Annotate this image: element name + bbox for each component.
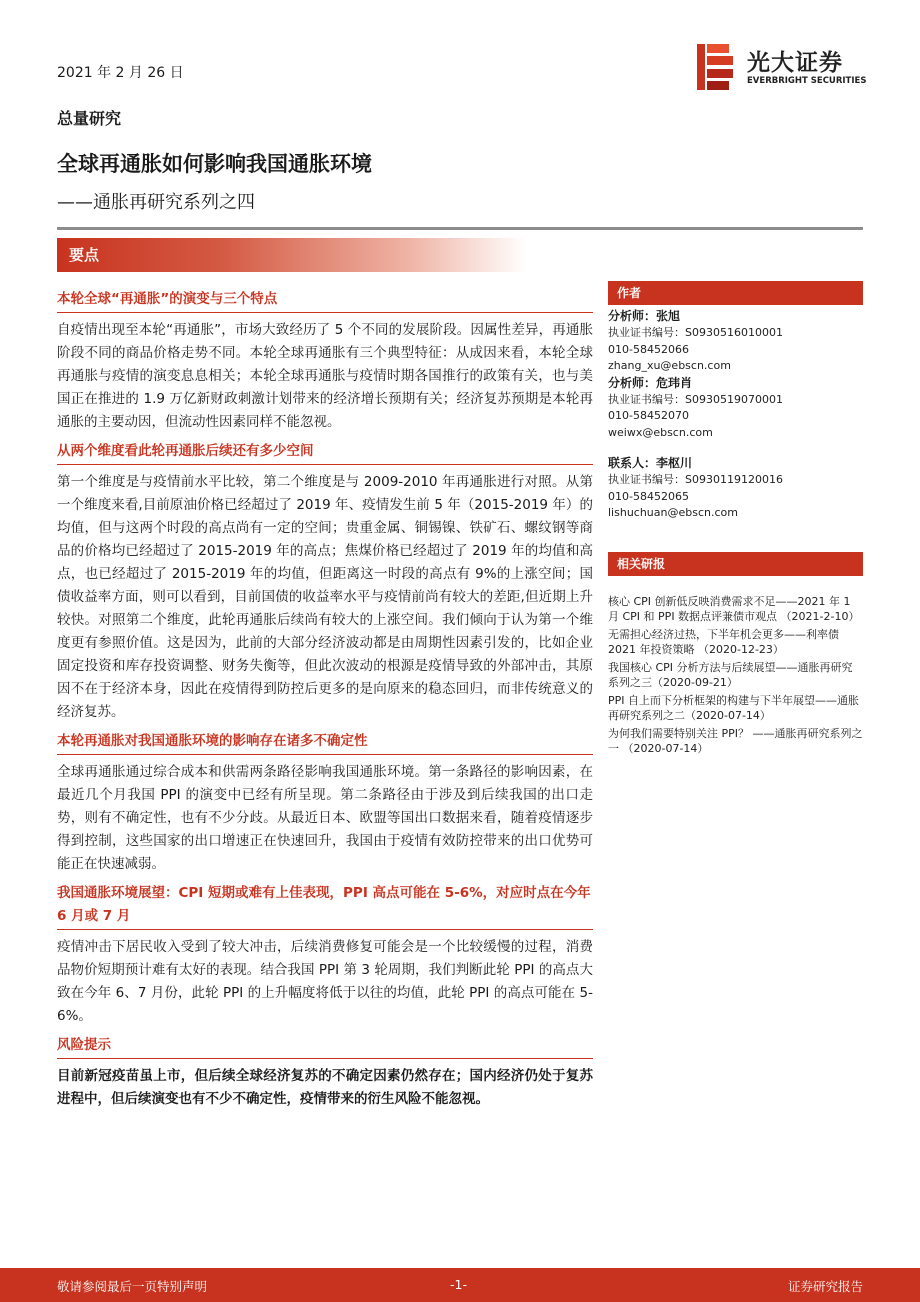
report-category: 总量研究	[57, 109, 122, 128]
section-2	[57, 440, 593, 724]
related-reports-list	[608, 594, 863, 756]
analyst-phone: 010-58452066	[608, 342, 689, 356]
section-body: 全球再通胀通过综合成本和供需两条路径影响我国通胀环境。第一条路径的影响因素，在最近几个月我国 PPI 的演变中已经有所呈现。第二条路径由于涉及到后续我国的出口走势，则有不确定性，也有不少分歧。从最近日本、欧盟等国出口数据来看，随着疫情逐步得到控制，这些国家的出口增速正在快速回升，我国由于疫情有效防控带来的出口优势可能正在快速减弱。	[57, 764, 593, 872]
section-body: 自疫情出现至本轮“再通胀”，市场大致经历了 5 个不同的发展阶段。因属性差异，再通胀阶段不同的商品价格走势不同。本轮全球再通胀有三个典型特征：从成因来看，本轮全球再通胀与疫情的演变息息相关；本轮全球再通胀与疫情时期各国推行的政策有关，也与美国正在推进的 1.9 万亿新财政刺激计划带来的经济增长预期有关；经济复苏预期是本轮再通胀的主要动因，但流动性因素同样不能忽视。	[57, 322, 593, 430]
section-heading: 本轮全球“再通胀”的演变与三个特点	[57, 288, 593, 313]
everbright-logo	[695, 42, 867, 92]
related-report-item[interactable]: 核心 CPI 创新低反映消费需求不足——2021 年 1 月 CPI 和 PPI 数据点评兼债市观点 （2021-2-10）	[608, 595, 860, 623]
related-report-item[interactable]: 我国核心 CPI 分析方法与后续展望——通胀再研究系列之三（2020-09-21）	[608, 661, 853, 689]
footer-report-type: 证券研究报告	[787, 1279, 863, 1294]
related-reports-panel	[608, 552, 863, 759]
section-heading: 风险提示	[57, 1034, 593, 1059]
analyst-email[interactable]: zhang_xu@ebscn.com	[608, 359, 731, 372]
analyst-cert: 执业证书编号：S0930516010001	[608, 326, 783, 339]
key-points-banner	[57, 238, 527, 272]
title-divider	[57, 227, 863, 230]
section-4	[57, 882, 593, 1028]
authors-heading: 作者	[608, 281, 863, 305]
related-report-item[interactable]: 为何我们需要特别关注 PPI？ ——通胀再研究系列之一 （2020-07-14）	[608, 727, 863, 755]
logo-chinese-name: 光大证券	[747, 50, 843, 76]
section-1	[57, 288, 593, 434]
section-risk	[57, 1034, 593, 1111]
page-footer	[0, 1268, 920, 1302]
analyst-name: 分析师：张旭	[608, 309, 681, 323]
contact-name: 联系人：李枢川	[608, 456, 693, 470]
contact-phone: 010-58452065	[608, 489, 689, 503]
related-report-item[interactable]: 无需担心经济过热，下半年机会更多——利率债 2021 年投资策略 （2020-12-23）	[608, 628, 839, 656]
section-3	[57, 730, 593, 876]
section-body: 第一个维度是与疫情前水平比较，第二个维度是与 2009-2010 年再通胀进行对照。从第一个维度来看,目前原油价格已经超过了 2019 年、疫情发生前 5 年（2015-2019 年）的均值，但与这两个时段的高点尚有一定的空间；贵重金属、铜锡镍、铁矿石、螺纹钢等商品的价格均已经超过了 2015-2019 年的高点；焦煤价格已经超过了 2019 年的均值和高点，也已经超过了 2015-2019 年的均值，但距离这一时段的高点有 9%的上涨空间；国债收益率方面，则可以看到，目前国债的收益率水平与疫情前尚有较大的差距,但近期上升较快。对照第二个维度，此轮再通胀后续尚有较大的上涨空间。我们倾向于认为第一个维度更有参照价值。这是因为，此前的大部分经济波动都是由周期性因素引发的，比如企业固定投资和库存投资调整、财务失衡等，但此次波动的根源是疫情导致的外部冲击，其原因不在于经济本身，因此在疫情得到防控后更多的是向原来的稳态回归，而非传统意义的经济复苏。	[57, 474, 593, 720]
footer-disclaimer: 敬请参阅最后一页特别声明	[57, 1279, 208, 1294]
analyst-phone: 010-58452070	[608, 409, 689, 422]
section-heading: 我国通胀环境展望：CPI 短期或难有上佳表现，PPI 高点可能在 5-6%，对应时点在今年 6 月或 7 月	[57, 882, 593, 930]
authors-panel	[608, 281, 863, 522]
everbright-logo-icon	[695, 42, 739, 92]
analyst-cert: 执业证书编号：S0930519070001	[608, 392, 783, 406]
section-body: 目前新冠疫苗虽上市，但后续全球经济复苏的不确定因素仍然存在；国内经济仍处于复苏进程中，但后续演变也有不少不确定性，疫情带来的衍生风险不能忽视。	[57, 1068, 593, 1107]
key-points-label: 要点	[69, 246, 100, 264]
analyst-1	[608, 308, 863, 375]
contact-person	[608, 455, 863, 522]
page-number: -1-	[450, 1277, 467, 1292]
section-heading: 从两个维度看此轮再通胀后续还有多少空间	[57, 440, 593, 465]
related-reports-heading: 相关研报	[608, 552, 863, 576]
section-body: 疫情冲击下居民收入受到了较大冲击，后续消费修复可能会是一个比较缓慢的过程，消费品物价短期预计难有太好的表现。结合我国 PPI 第 3 轮周期，我们判断此轮 PPI 的高点大致在今年 6、7 月份，此轮 PPI 的上升幅度将低于以往的均值，此轮 PPI 的高点可能在 5-6%。	[57, 939, 593, 1024]
report-subtitle: ——通胀再研究系列之四	[57, 192, 255, 213]
main-content	[57, 288, 593, 1117]
report-title: 全球再通胀如何影响我国通胀环境	[57, 152, 372, 176]
contact-cert: 执业证书编号：S0930119120016	[608, 473, 783, 486]
analyst-email[interactable]: weiwx@ebscn.com	[608, 425, 713, 439]
contact-email[interactable]: lishuchuan@ebscn.com	[608, 506, 738, 519]
logo-english-name: EVERBRIGHT SECURITIES	[747, 76, 867, 86]
report-date: 2021 年 2 月 26 日	[57, 65, 184, 81]
related-report-item[interactable]: PPI 自上而下分析框架的构建与下半年展望——通胀再研究系列之二（2020-07-14）	[608, 694, 860, 722]
analyst-name: 分析师：危玮肖	[608, 375, 693, 390]
section-heading: 本轮再通胀对我国通胀环境的影响存在诸多不确定性	[57, 730, 593, 755]
analyst-2	[608, 375, 863, 442]
